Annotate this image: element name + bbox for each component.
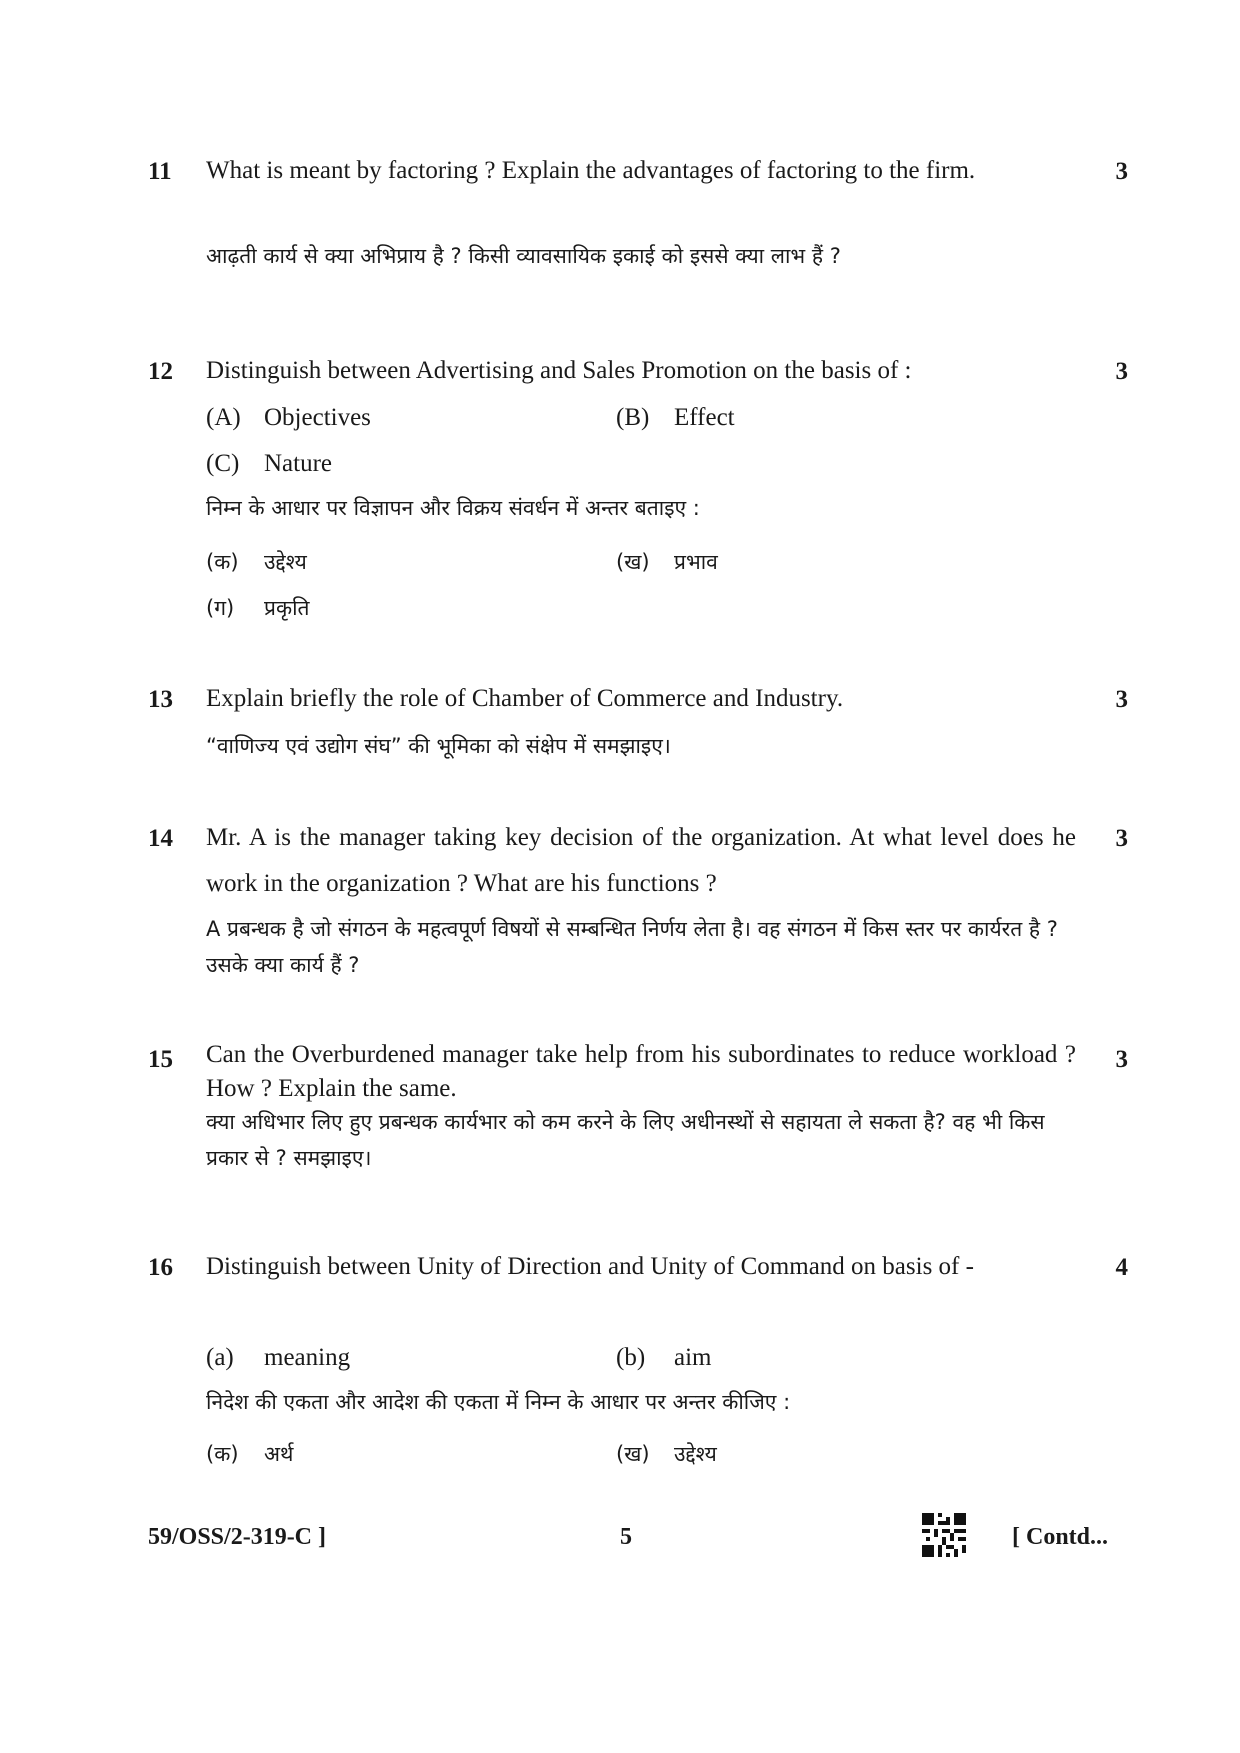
option-B: (B) Effect	[616, 404, 735, 431]
question-text-en: Explain briefly the role of Chamber of Commerce and Industry.	[206, 685, 844, 712]
page-number: 5	[620, 1524, 632, 1550]
question-text-hi: निदेश की एकता और आदेश की एकता में निम्न के आधार पर अन्तर कीजिए :	[206, 1390, 791, 1414]
option-C: (C) Nature	[206, 450, 333, 477]
question-marks: 3	[1115, 1046, 1128, 1073]
question-number: 13	[148, 686, 173, 713]
question-number: 16	[148, 1254, 173, 1281]
question-number: 15	[148, 1046, 173, 1073]
question-text-hi: निम्न के आधार पर विज्ञापन और विक्रय संवर्धन में अन्तर बताइए :	[206, 496, 700, 520]
question-text-en: Can the Overburdened manager take help from his subordinates to reduce workload ? How ? Explain the same.	[206, 1041, 1076, 1102]
question-text-hi: “वाणिज्य एवं उद्योग संघ” की भूमिका को संक्षेप में समझाइए।	[206, 734, 671, 758]
question-marks: 3	[1115, 358, 1128, 385]
option-a: (a) meaning	[206, 1344, 351, 1371]
question-text-hi: क्या अधिभार लिए हुए प्रबन्धक कार्यभार को कम करने के लिए अधीनस्थों से सहायता ले सकता है? वह भी किस प्रकार से ? समझाइए।	[206, 1110, 1045, 1170]
question-marks: 4	[1115, 1254, 1128, 1281]
option-ga: (ग) प्रकृति	[206, 596, 310, 620]
question-number: 14	[148, 825, 173, 852]
option-ka: (क) अर्थ	[206, 1442, 294, 1466]
question-text-en: What is meant by factoring ? Explain the advantages of factoring to the firm.	[206, 157, 976, 184]
option-kha: (ख) प्रभाव	[616, 550, 718, 574]
question-marks: 3	[1115, 686, 1128, 713]
question-text-en: Mr. A is the manager taking key decision of the organization. At what level does he work in the organization ? What are his functions ?	[206, 824, 1076, 897]
option-kha: (ख) उद्देश्य	[616, 1442, 717, 1466]
option-A: (A) Objectives	[206, 404, 371, 431]
question-text-en: Distinguish between Advertising and Sales Promotion on the basis of :	[206, 357, 912, 384]
question-text-hi: A प्रबन्धक है जो संगठन के महत्वपूर्ण विषयों से सम्बन्धित निर्णय लेता है। वह संगठन में किस स्तर पर कार्यरत है ? उसके क्या कार्य हैं ?	[206, 917, 1058, 977]
question-number: 12	[148, 358, 173, 385]
option-b: (b) aim	[616, 1344, 712, 1371]
question-marks: 3	[1115, 158, 1128, 185]
question-marks: 3	[1115, 825, 1128, 852]
question-number: 11	[148, 158, 172, 185]
paper-code: 59/OSS/2-319-C ]	[148, 1524, 327, 1550]
continued-label: [ Contd...	[1012, 1524, 1109, 1550]
question-text-hi: आढ़ती कार्य से क्या अभिप्राय है ? किसी व्यावसायिक इकाई को इससे क्या लाभ हैं ?	[206, 244, 841, 268]
option-ka: (क) उद्देश्य	[206, 550, 307, 574]
question-text-en: Distinguish between Unity of Direction and Unity of Command on basis of -	[206, 1253, 974, 1280]
qr-code-icon	[922, 1513, 966, 1557]
